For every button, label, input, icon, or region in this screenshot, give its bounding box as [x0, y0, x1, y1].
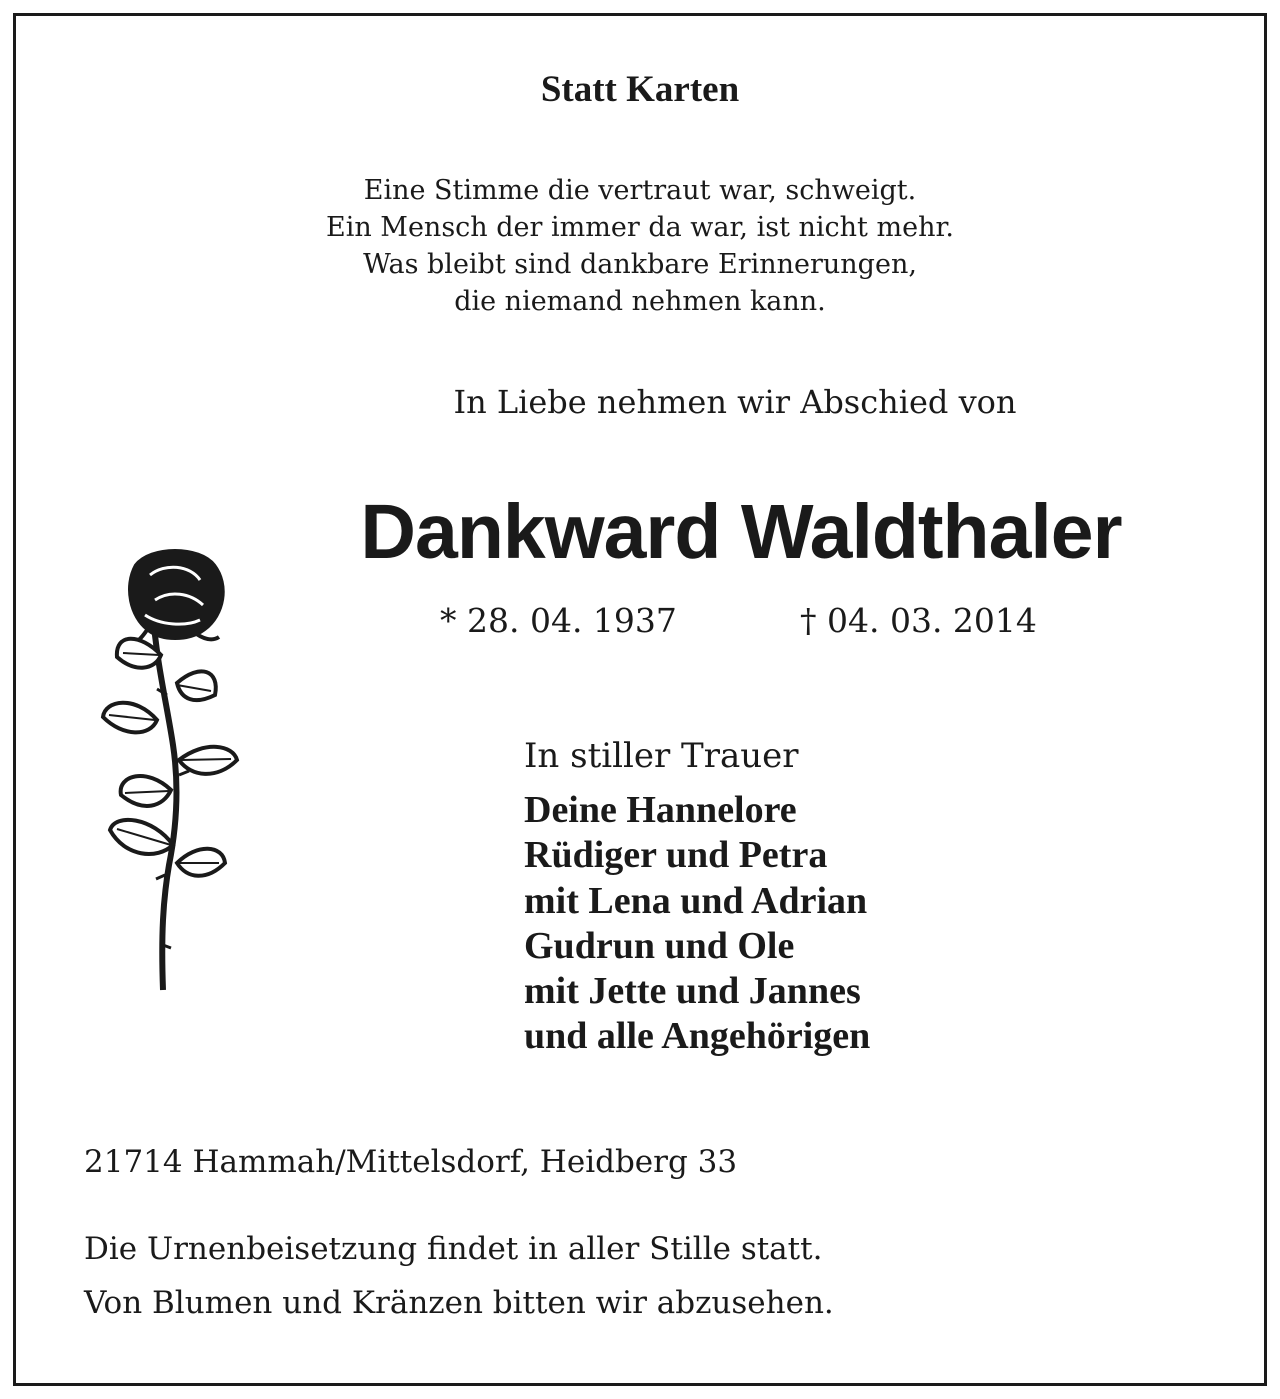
- death-date: † 04. 03. 2014: [800, 601, 1037, 640]
- notice-line: Die Urnenbeisetzung findet in aller Stille statt.: [84, 1231, 823, 1267]
- mourner-name: mit Jette und Jannes: [524, 970, 861, 1013]
- deceased-name: Dankward Waldthaler: [360, 489, 1122, 575]
- funeral-notice: [84, 1222, 834, 1330]
- mourners-list: [524, 788, 870, 1060]
- poem-line: Eine Stimme die vertraut war, schweigt.: [363, 175, 917, 206]
- rose-icon: [95, 545, 255, 1005]
- birth-date: * 28. 04. 1937: [440, 601, 677, 640]
- mourner-name: Rüdiger und Petra: [524, 834, 828, 877]
- poem-line: Was bleibt sind dankbare Erinnerungen,: [363, 249, 917, 280]
- mourning-intro: In stiller Trauer: [524, 736, 799, 776]
- poem: [0, 172, 1280, 320]
- mourner-name: Deine Hannelore: [524, 789, 797, 831]
- mourner-name: mit Lena und Adrian: [524, 879, 868, 922]
- header-title: Statt Karten: [540, 69, 740, 110]
- mourner-name: und alle Angehörigen: [524, 1015, 871, 1058]
- address: 21714 Hammah/Mittelsdorf, Heidberg 33: [84, 1144, 738, 1180]
- mourner-name: Gudrun und Ole: [524, 924, 795, 967]
- poem-line: Ein Mensch der immer da war, ist nicht mehr.: [325, 212, 954, 243]
- poem-line: die niemand nehmen kann.: [454, 286, 826, 317]
- farewell-line: In Liebe nehmen wir Abschied von: [453, 383, 1017, 421]
- notice-line: Von Blumen und Kränzen bitten wir abzusehen.: [84, 1285, 834, 1321]
